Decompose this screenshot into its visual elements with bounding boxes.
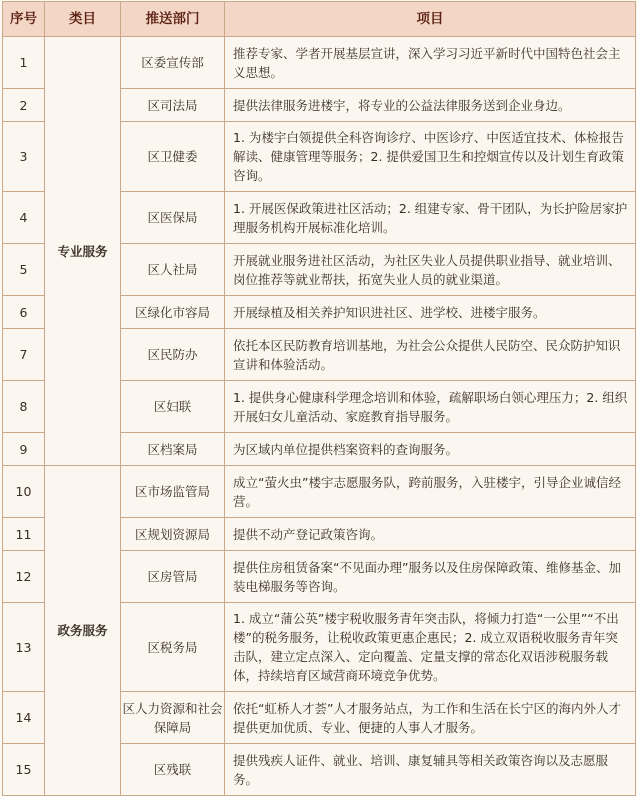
department-cell: 区市场监管局	[121, 466, 225, 518]
department-cell: 区残联	[121, 744, 225, 796]
row-number: 14	[3, 692, 45, 744]
project-cell: 1. 为楼宇白领提供全科咨询诊疗、中医诊疗、中医适宜技术、体检报告解读、健康管理等服务；2. 提供爱国卫生和控烟宣传以及计划生育政策咨询。	[225, 122, 636, 192]
project-cell: 开展就业服务进社区活动，为社区失业人员提供职业指导、就业培训、岗位推荐等就业帮扶，拓宽失业人员的就业渠道。	[225, 244, 636, 296]
project-cell: 提供法律服务进楼宇，将专业的公益法律服务送到企业身边。	[225, 89, 636, 122]
row-number: 6	[3, 296, 45, 329]
project-cell: 1. 开展医保政策进社区活动；2. 组建专家、骨干团队，为长护险居家护理服务机构开展标准化培训。	[225, 192, 636, 244]
department-cell: 区卫健委	[121, 122, 225, 192]
project-cell: 依托本区民防教育培训基地，为社会公众提供人民防空、民众防护知识宣讲和体验活动。	[225, 329, 636, 381]
row-number: 7	[3, 329, 45, 381]
row-number: 13	[3, 603, 45, 692]
row-number: 12	[3, 551, 45, 603]
project-cell: 依托“虹桥人才荟”人才服务站点，为工作和生活在长宁区的海内外人才提供更加优质、专业、便捷的人事人才服务。	[225, 692, 636, 744]
department-cell: 区医保局	[121, 192, 225, 244]
header-row	[3, 2, 636, 37]
project-cell: 1. 成立“蒲公英”楼宇税收服务青年突击队，将倾力打造“一公里”“不出楼”的税务服务，让税收政策更惠企惠民；2. 成立双语税收服务青年突击队，建立定点深入、定向覆盖、定量支撑的常态化双语涉税服务载体，持续培育区域营商环境竞争优势。	[225, 603, 636, 692]
table-row	[3, 466, 636, 518]
department-cell: 区税务局	[121, 603, 225, 692]
row-number: 10	[3, 466, 45, 518]
department-cell: 区民防办	[121, 329, 225, 381]
row-number: 11	[3, 518, 45, 551]
department-cell: 区房管局	[121, 551, 225, 603]
row-number: 2	[3, 89, 45, 122]
department-cell: 区绿化市容局	[121, 296, 225, 329]
department-cell: 区人社局	[121, 244, 225, 296]
header-number: 序号	[3, 2, 45, 37]
header-department: 推送部门	[121, 2, 225, 37]
project-cell: 1. 提供身心健康科学理念培训和体验，疏解职场白领心理压力；2. 组织开展妇女儿童活动、家庭教育指导服务。	[225, 381, 636, 433]
project-cell: 开展绿植及相关养护知识进社区、进学校、进楼宇服务。	[225, 296, 636, 329]
header-project: 项目	[225, 2, 636, 37]
department-cell: 区司法局	[121, 89, 225, 122]
row-number: 9	[3, 433, 45, 466]
department-cell: 区妇联	[121, 381, 225, 433]
row-number: 4	[3, 192, 45, 244]
category-cell: 政务服务	[45, 466, 121, 796]
project-cell: 成立“萤火虫”楼宇志愿服务队，跨前服务，入驻楼宇，引导企业诚信经营。	[225, 466, 636, 518]
project-cell: 提供不动产登记政策咨询。	[225, 518, 636, 551]
project-cell: 为区域内单位提供档案资料的查询服务。	[225, 433, 636, 466]
project-cell: 提供住房租赁备案“不见面办理”服务以及住房保障政策、维修基金、加装电梯服务等咨询。	[225, 551, 636, 603]
department-cell: 区人力资源和社会保障局	[121, 692, 225, 744]
department-cell: 区规划资源局	[121, 518, 225, 551]
row-number: 1	[3, 37, 45, 89]
department-cell: 区档案局	[121, 433, 225, 466]
category-cell: 专业服务	[45, 37, 121, 466]
project-cell: 提供残疾人证件、就业、培训、康复辅具等相关政策咨询以及志愿服务。	[225, 744, 636, 796]
project-cell: 推荐专家、学者开展基层宣讲，深入学习习近平新时代中国特色社会主义思想。	[225, 37, 636, 89]
table-row	[3, 37, 636, 89]
header-category: 类目	[45, 2, 121, 37]
services-table	[2, 1, 636, 796]
department-cell: 区委宣传部	[121, 37, 225, 89]
row-number: 15	[3, 744, 45, 796]
row-number: 5	[3, 244, 45, 296]
row-number: 8	[3, 381, 45, 433]
row-number: 3	[3, 122, 45, 192]
